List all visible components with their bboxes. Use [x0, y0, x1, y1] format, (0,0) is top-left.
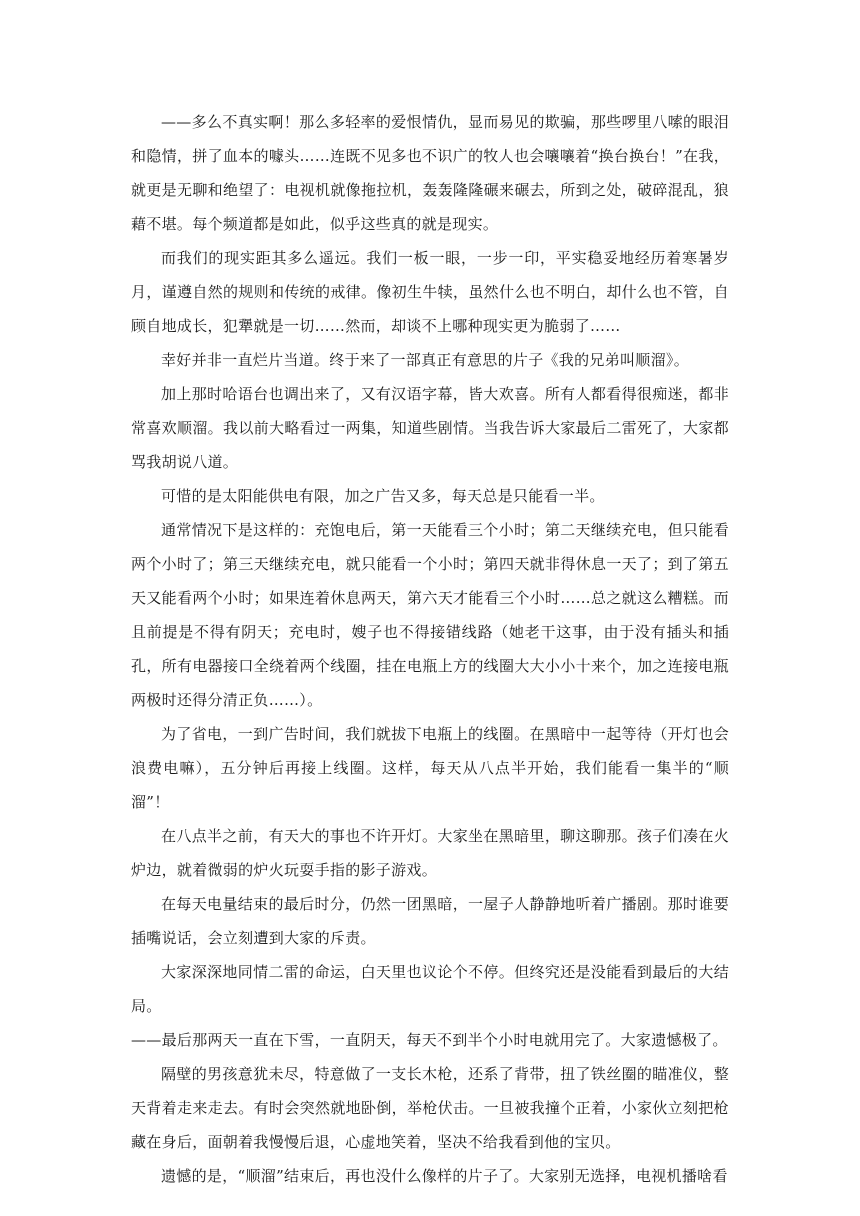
- paragraph-8: 在八点半之前，有天大的事也不许开灯。大家坐在黑暗里，聊这聊那。孩子们凑在火炉边，就着微弱的炉火玩耍手指的影子游戏。: [131, 827, 729, 879]
- paragraph-9: 在每天电量结束的最后时分，仍然一团黑暗，一屋子人静静地听着广播剧。那时谁要插嘴说话，会立刻遭到大家的斥责。: [131, 895, 729, 947]
- paragraph-10: 大家深深地同情二雷的命运，白天里也议论个不停。但终究还是没能看到最后的大结局。: [131, 963, 729, 1015]
- paragraph-3: 幸好并非一直烂片当道。终于来了一部真正有意思的片子《我的兄弟叫顺溜》。: [161, 351, 690, 369]
- paragraph-6: 通常情况下是这样的：充饱电后，第一天能看三个小时；第二天继续充电，但只能看两个小时了；第三天继续充电，就只能看一个小时；第四天就非得休息一天了；到了第五天又能看两个小时；如果连着休息两天，第六天才能看三个小时……总之就这么糟糕。而且前提是不得有阴天；充电时，嫂子也不得接错线路（她老干这事，由于没有插头和插孔，所有电器接口全绕着两个线圈，挂在电瓶上方的线圈大大小小十来个，加之连接电瓶两极时还得分清正负……）。: [131, 521, 729, 709]
- document-body: [131, 105, 729, 1193]
- paragraph-2: 而我们的现实距其多么遥远。我们一板一眼，一步一印，平实稳妥地经历着寒暑岁月，谨遵自然的规则和传统的戒律。像初生牛犊，虽然什么也不明白，却什么也不管，自顾自地成长，犯犟就是一切……然而，却谈不上哪种现实更为脆弱了……: [131, 249, 729, 335]
- paragraph-1: ——多么不真实啊！那么多轻率的爱恨情仇，显而易见的欺骗，那些啰里八嗦的眼泪和隐情，拼了血本的噱头……连既不见多也不识广的牧人也会嚷嚷着“换台换台！”在我，就更是无聊和绝望了：电视机就像拖拉机，轰轰隆隆碾来碾去，所到之处，破碎混乱，狼藉不堪。每个频道都是如此，似乎这些真的就是现实。: [131, 113, 729, 233]
- paragraph-12: 隔壁的男孩意犹未尽，特意做了一支长木枪，还系了背带，扭了铁丝圈的瞄准仪，整天背着走来走去。有时会突然就地卧倒，举枪伏击。一旦被我撞个正着，小家伙立刻把枪藏在身后，面朝着我慢慢后退，心虚地笑着，坚决不给我看到他的宝贝。: [131, 1065, 729, 1151]
- paragraph-5: 可惜的是太阳能供电有限，加之广告又多，每天总是只能看一半。: [161, 487, 605, 505]
- paragraph-4: 加上那时哈语台也调出来了，又有汉语字幕，皆大欢喜。所有人都看得很痴迷，都非常喜欢顺溜。我以前大略看过一两集，知道些剧情。当我告诉大家最后二雷死了，大家都骂我胡说八道。: [131, 385, 729, 471]
- paragraph-11: ——最后那两天一直在下雪，一直阴天，每天不到半个小时电就用完了。大家遗憾极了。: [131, 1031, 728, 1049]
- paragraph-7: 为了省电，一到广告时间，我们就拔下电瓶上的线圈。在黑暗中一起等待（开灯也会浪费电嘛），五分钟后再接上线圈。这样，每天从八点半开始，我们能看一集半的“顺溜”！: [131, 725, 729, 811]
- paragraph-13: 遗憾的是，“顺溜”结束后，再也没什么像样的片子了。大家别无选择，电视机播啥看: [161, 1167, 728, 1185]
